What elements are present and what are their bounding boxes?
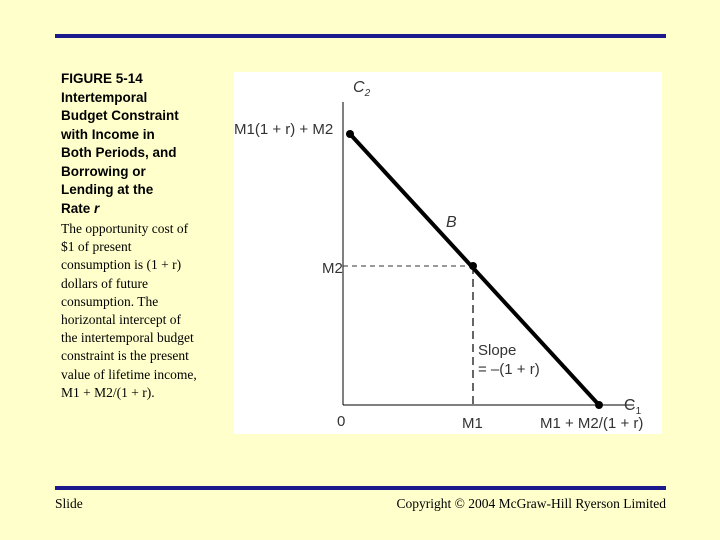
figure-title-line: with Income in	[61, 126, 155, 142]
desc-line: value of lifetime income,	[61, 366, 197, 382]
figure-title-line: FIGURE 5-14	[61, 71, 143, 86]
x-axis-title: $C_1$	[624, 397, 642, 417]
bottom-rule	[55, 486, 666, 490]
figure-title-rate-line	[61, 200, 221, 219]
y-axis-title: $C_2$	[353, 79, 371, 99]
desc-line: consumption. The	[61, 293, 159, 309]
footer-slide-label: Slide	[55, 496, 83, 511]
desc-line: The opportunity cost of	[61, 221, 189, 236]
figure-title	[61, 70, 221, 218]
x-intercept-point	[595, 401, 603, 409]
budget-constraint-diagram	[234, 72, 662, 434]
y-mid-label: M2	[322, 260, 343, 277]
desc-line: horizontal intercept of	[61, 312, 181, 328]
desc-line: M1 + M2/(1 + r).	[61, 384, 155, 400]
point-b-label: B	[446, 214, 457, 231]
top-rule	[55, 34, 666, 38]
point-b	[469, 262, 477, 270]
figure-title-rate-prefix: Rate	[61, 200, 95, 216]
graph-panel	[234, 72, 662, 434]
desc-line: the intertemporal budget	[61, 330, 194, 346]
x-intercept-label: M1 + M2/(1 + r)	[540, 415, 644, 432]
desc-line: constraint is the present	[61, 348, 189, 364]
y-intercept-label: M1(1 + r) + M2	[234, 121, 334, 138]
figure-title-line: Both Periods, and	[61, 145, 177, 160]
figure-title-line: Borrowing or	[61, 163, 146, 179]
figure-title-line: Intertemporal	[61, 89, 148, 105]
slope-label-line1: Slope	[478, 342, 517, 359]
figure-caption	[61, 70, 221, 402]
origin-label: 0	[337, 413, 346, 430]
figure-title-line: Budget Constraint	[61, 108, 179, 123]
y-intercept-point	[346, 130, 354, 138]
figure-title-line: Lending at the	[61, 182, 154, 197]
figure-description	[61, 220, 221, 402]
desc-line: $1 of present	[61, 239, 132, 255]
figure-title-rate-var: r	[94, 200, 100, 216]
desc-line: dollars of future	[61, 275, 148, 291]
desc-line: consumption is (1 + r)	[61, 257, 182, 273]
x-mid-label: M1	[462, 415, 483, 432]
slope-label-line2: = –(1 + r)	[478, 361, 540, 378]
footer-copyright: Copyright © 2004 McGraw-Hill Ryerson Limited	[396, 496, 666, 511]
